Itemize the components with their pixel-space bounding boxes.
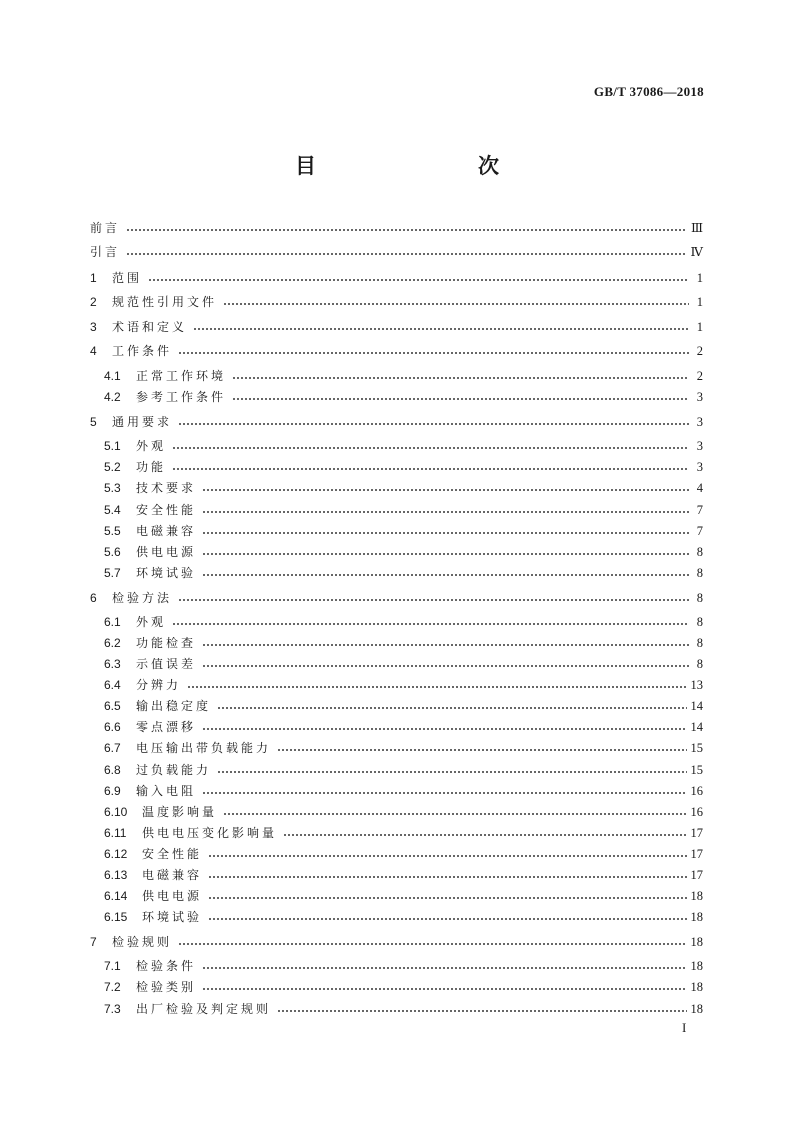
toc-entry-number: 1 xyxy=(90,271,97,285)
toc-dot-leader xyxy=(172,468,689,470)
toc-entry[interactable] xyxy=(90,317,703,337)
toc-entry-number: 5.2 xyxy=(104,460,121,474)
toc-entry[interactable] xyxy=(104,760,703,780)
toc-entry-number: 6 xyxy=(90,591,97,605)
toc-entry-lead xyxy=(104,436,693,456)
toc-entry-label: 供电电源 xyxy=(136,545,197,559)
toc-entry-label: 电磁兼容 xyxy=(136,524,197,538)
toc-entry-lead xyxy=(104,366,693,386)
toc-dot-leader xyxy=(178,423,689,425)
toc-dot-leader xyxy=(208,918,686,920)
toc-entry-page: 8 xyxy=(696,566,703,580)
toc-entry-number: 5.5 xyxy=(104,524,121,538)
toc-entry[interactable] xyxy=(104,457,703,477)
toc-entry-lead xyxy=(104,999,691,1019)
toc-entry-label: 出厂检验及判定规则 xyxy=(136,1002,272,1016)
toc-entry-label: 分辨力 xyxy=(136,678,182,692)
toc-entry-lead xyxy=(104,738,691,758)
toc-entry-number: 5.6 xyxy=(104,545,121,559)
toc-entry-label: 检验类别 xyxy=(136,980,197,994)
toc-entry[interactable] xyxy=(104,366,703,386)
toc-entry[interactable] xyxy=(104,436,703,456)
toc-entry-number: 6.9 xyxy=(104,784,121,798)
toc-dot-leader xyxy=(202,553,689,555)
toc-entry-number: 6.13 xyxy=(104,868,128,882)
toc-entry-number: 7 xyxy=(90,935,97,949)
toc-dot-leader xyxy=(187,686,686,688)
toc-dot-leader xyxy=(208,876,686,878)
toc-entry-page: 17 xyxy=(690,868,703,882)
toc-entry-number: 5.1 xyxy=(104,439,121,453)
toc-entry-label: 引言 xyxy=(90,245,121,259)
toc-entry-label: 电磁兼容 xyxy=(142,868,203,882)
toc-dot-leader xyxy=(217,707,686,709)
toc-entry-lead xyxy=(104,654,693,674)
toc-entry-label: 供电电压变化影响量 xyxy=(142,826,278,840)
toc-entry-page: 8 xyxy=(696,657,703,671)
toc-entry[interactable] xyxy=(104,633,703,653)
toc-entry-page: 18 xyxy=(690,935,703,949)
toc-dot-leader xyxy=(283,834,686,836)
toc-entry[interactable] xyxy=(104,738,703,758)
toc-dot-leader xyxy=(126,253,686,255)
toc-entry-page: 15 xyxy=(690,763,703,777)
toc-entry-lead xyxy=(104,956,691,976)
toc-entry-number: 6.6 xyxy=(104,720,121,734)
toc-entry-lead xyxy=(90,317,693,337)
toc-entry-number: 6.3 xyxy=(104,657,121,671)
toc-dot-leader xyxy=(232,377,689,379)
toc-entry[interactable] xyxy=(104,999,703,1019)
toc-entry-label: 通用要求 xyxy=(112,415,173,429)
toc-entry-label: 前言 xyxy=(90,221,121,235)
toc-entry-number: 6.10 xyxy=(104,805,128,819)
toc-entry-number: 2 xyxy=(90,295,97,309)
toc-entry[interactable] xyxy=(90,588,703,608)
toc-entry-page: 18 xyxy=(690,1002,703,1016)
toc-entry-label: 示值误差 xyxy=(136,657,197,671)
toc-entry-label: 输出稳定度 xyxy=(136,699,212,713)
toc-entry-number: 7.1 xyxy=(104,959,121,973)
toc-dot-leader xyxy=(217,771,686,773)
toc-entry-label: 电压输出带负载能力 xyxy=(136,741,272,755)
toc-entry-number: 5.7 xyxy=(104,566,121,580)
toc-entry-lead xyxy=(104,717,691,737)
toc-dot-leader xyxy=(178,352,689,354)
toc-entry-page: 4 xyxy=(696,481,703,495)
toc-entry-page: 3 xyxy=(696,390,703,404)
toc-entry-page: 1 xyxy=(696,295,703,309)
toc-dot-leader xyxy=(208,855,686,857)
toc-entry[interactable] xyxy=(104,717,703,737)
toc-entry[interactable] xyxy=(104,977,703,997)
toc-entry-label: 外观 xyxy=(136,615,167,629)
page-title: 目 次 xyxy=(295,153,539,178)
toc-entry-label: 零点漂移 xyxy=(136,720,197,734)
toc-entry-lead xyxy=(104,907,691,927)
toc-entry[interactable] xyxy=(104,542,703,562)
toc-entry-lead xyxy=(104,478,693,498)
toc-entry-page: 1 xyxy=(696,320,703,334)
toc-entry-number: 7.3 xyxy=(104,1002,121,1016)
toc-entry-page: Ⅲ xyxy=(690,221,703,235)
toc-entry-page: 3 xyxy=(696,439,703,453)
toc-entry-page: 8 xyxy=(696,545,703,559)
toc-entry-page: 18 xyxy=(690,959,703,973)
toc-dot-leader xyxy=(126,229,687,231)
toc-dot-leader xyxy=(202,728,686,730)
toc-entry-label: 参考工作条件 xyxy=(136,390,227,404)
toc-entry-page: 15 xyxy=(690,741,703,755)
toc-entry-number: 6.12 xyxy=(104,847,128,861)
toc-entry[interactable] xyxy=(104,844,703,864)
toc-entry-page: 2 xyxy=(696,344,703,358)
toc-entry-number: 5.4 xyxy=(104,503,121,517)
toc-dot-leader xyxy=(193,328,689,330)
toc-entry-lead xyxy=(104,521,693,541)
toc-entry-page: 2 xyxy=(696,369,703,383)
toc-dot-leader xyxy=(202,988,686,990)
toc-entry-lead xyxy=(104,387,693,407)
toc-entry[interactable] xyxy=(104,500,703,520)
toc-entry-label: 术语和定义 xyxy=(112,320,188,334)
toc-dot-leader xyxy=(223,303,689,305)
toc-entry[interactable] xyxy=(90,218,703,238)
toc-dot-leader xyxy=(202,532,689,534)
toc-entry-page: 18 xyxy=(690,889,703,903)
toc-entry-lead xyxy=(104,675,691,695)
toc-entry-lead xyxy=(104,865,691,885)
toc-entry[interactable] xyxy=(104,696,703,716)
toc-entry-lead xyxy=(90,242,691,262)
toc-entry-page: 3 xyxy=(696,415,703,429)
toc-entry-number: 3 xyxy=(90,320,97,334)
toc-entry-number: 5.3 xyxy=(104,481,121,495)
toc-entry-label: 功能 xyxy=(136,460,167,474)
toc-entry-page: 1 xyxy=(696,271,703,285)
toc-entry[interactable] xyxy=(90,412,703,432)
toc-dot-leader xyxy=(202,792,686,794)
toc-entry[interactable] xyxy=(104,823,703,843)
toc-dot-leader xyxy=(202,967,686,969)
toc-entry-lead xyxy=(104,823,691,843)
toc-entry[interactable] xyxy=(104,802,703,822)
toc-entry-page: 3 xyxy=(696,460,703,474)
toc-entry-lead xyxy=(104,563,693,583)
toc-entry-number: 6.8 xyxy=(104,763,121,777)
toc-entry-label: 外观 xyxy=(136,439,167,453)
toc-entry[interactable] xyxy=(104,865,703,885)
toc-entry-number: 6.14 xyxy=(104,889,128,903)
toc-entry-number: 6.11 xyxy=(104,826,127,840)
toc-dot-leader xyxy=(178,943,686,945)
toc-entry-lead xyxy=(104,802,691,822)
toc-entry[interactable] xyxy=(104,781,703,801)
toc-entry-lead xyxy=(90,588,693,608)
toc-entry[interactable] xyxy=(90,341,703,361)
toc-entry-label: 温度影响量 xyxy=(142,805,218,819)
toc-entry-page: 14 xyxy=(690,699,703,713)
toc-entry-label: 过负载能力 xyxy=(136,763,212,777)
toc-entry-lead xyxy=(104,500,693,520)
toc-entry-lead xyxy=(104,760,691,780)
toc-entry-page: 16 xyxy=(690,805,703,819)
toc-entry-lead xyxy=(104,844,691,864)
toc-entry-page: 8 xyxy=(696,591,703,605)
toc-entry-page: Ⅳ xyxy=(690,245,703,259)
toc-dot-leader xyxy=(223,813,686,815)
toc-entry-page: 16 xyxy=(690,784,703,798)
toc-entry-lead xyxy=(90,932,691,952)
toc-entry-lead xyxy=(104,457,693,477)
toc-entry-lead xyxy=(104,696,691,716)
toc-entry[interactable] xyxy=(104,612,703,632)
toc-dot-leader xyxy=(232,398,689,400)
toc-entry[interactable] xyxy=(104,675,703,695)
toc-entry-lead xyxy=(104,977,691,997)
toc-entry-label: 规范性引用文件 xyxy=(112,295,218,309)
toc-entry-page: 7 xyxy=(696,524,703,538)
toc-entry-page: 18 xyxy=(690,910,703,924)
toc-entry[interactable] xyxy=(104,521,703,541)
toc-entry[interactable] xyxy=(104,956,703,976)
toc-entry-label: 环境试验 xyxy=(136,566,197,580)
toc-dot-leader xyxy=(148,279,689,281)
toc-entry-page: 8 xyxy=(696,615,703,629)
toc-entry-number: 4.2 xyxy=(104,390,121,404)
toc-entry-label: 输入电阻 xyxy=(136,784,197,798)
toc-entry-label: 工作条件 xyxy=(112,344,173,358)
toc-entry-lead xyxy=(90,268,693,288)
toc-entry-number: 6.7 xyxy=(104,741,121,755)
toc-entry-label: 技术要求 xyxy=(136,481,197,495)
toc-entry[interactable] xyxy=(104,387,703,407)
toc-entry[interactable] xyxy=(90,932,703,952)
toc-entry-lead xyxy=(104,886,691,906)
toc-entry-number: 6.15 xyxy=(104,910,128,924)
toc-entry[interactable] xyxy=(90,242,703,262)
toc-entry[interactable] xyxy=(104,563,703,583)
toc-entry-lead xyxy=(90,292,693,312)
toc-entry[interactable] xyxy=(104,907,703,927)
toc-entry-label: 供电电源 xyxy=(142,889,203,903)
toc-dot-leader xyxy=(208,897,686,899)
toc-dot-leader xyxy=(178,599,689,601)
toc-entry[interactable] xyxy=(104,654,703,674)
toc-entry-number: 4.1 xyxy=(104,369,121,383)
toc-entry-lead xyxy=(104,781,691,801)
standard-code: GB/T 37086—2018 xyxy=(593,84,704,99)
toc-dot-leader xyxy=(202,574,689,576)
toc-dot-leader xyxy=(172,447,689,449)
toc-entry-lead xyxy=(104,633,693,653)
toc-entry-number: 6.5 xyxy=(104,699,121,713)
toc-entry-lead xyxy=(90,218,691,238)
toc-entry-page: 14 xyxy=(690,720,703,734)
toc-entry-lead xyxy=(104,612,693,632)
page-number: I xyxy=(682,1020,687,1035)
toc-entry-page: 17 xyxy=(690,826,703,840)
toc-entry-label: 检验条件 xyxy=(136,959,197,973)
toc-entry-page: 8 xyxy=(696,636,703,650)
toc-entry-label: 检验方法 xyxy=(112,591,173,605)
toc-dot-leader xyxy=(202,489,689,491)
toc-entry-number: 4 xyxy=(90,344,97,358)
toc-dot-leader xyxy=(202,511,689,513)
toc-entry-number: 5 xyxy=(90,415,97,429)
toc-entry-label: 安全性能 xyxy=(136,503,197,517)
toc-entry-label: 功能检查 xyxy=(136,636,197,650)
toc-entry[interactable] xyxy=(104,886,703,906)
toc-entry-label: 正常工作环境 xyxy=(136,369,227,383)
toc-entry-label: 范围 xyxy=(112,271,143,285)
toc-dot-leader xyxy=(277,1010,686,1012)
toc-dot-leader xyxy=(202,644,689,646)
toc-entry[interactable] xyxy=(104,478,703,498)
toc-entry-lead xyxy=(90,412,693,432)
toc-dot-leader xyxy=(172,623,689,625)
toc-entry-lead xyxy=(90,341,693,361)
toc-entry-page: 18 xyxy=(690,980,703,994)
toc-entry-lead xyxy=(104,542,693,562)
toc-entry[interactable] xyxy=(90,292,703,312)
toc-entry-page: 7 xyxy=(696,503,703,517)
toc-entry-number: 6.4 xyxy=(104,678,121,692)
toc-entry-label: 安全性能 xyxy=(142,847,203,861)
toc-entry-number: 7.2 xyxy=(104,980,121,994)
toc-dot-leader xyxy=(202,665,689,667)
toc-entry-page: 13 xyxy=(690,678,703,692)
toc-dot-leader xyxy=(277,749,686,751)
toc-entry[interactable] xyxy=(90,268,703,288)
toc-entry-label: 环境试验 xyxy=(142,910,203,924)
toc-entry-label: 检验规则 xyxy=(112,935,173,949)
toc-entry-number: 6.1 xyxy=(104,615,121,629)
toc-entry-number: 6.2 xyxy=(104,636,121,650)
toc-entry-page: 17 xyxy=(690,847,703,861)
